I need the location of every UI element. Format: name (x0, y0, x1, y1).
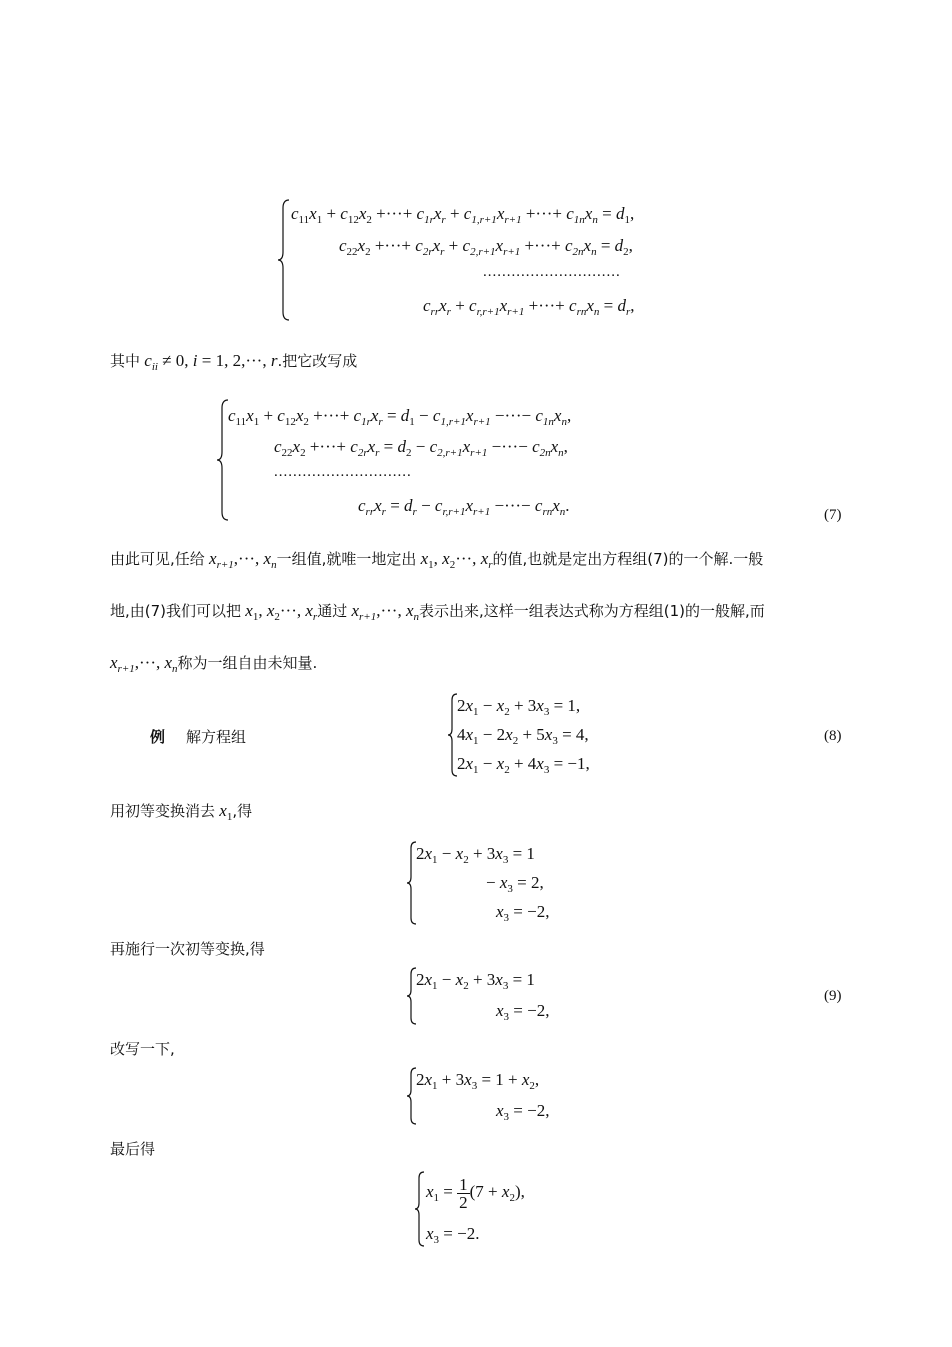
paragraph-line: 由此可见,任给 $x_{r+1},\cdot\cdot\cdot$, $x_n$一组值,就唯一地定出 $x_1$, $x_2\cdot\cdot\cdot$, $x_r$的值,也就是定出方程组(7)的一个解.一般 (110, 549, 764, 571)
equation-row: $c_{22}x_2$ +···+ $c_{2r}x_r + c_{2,r+1}x_{r+1}$ +···+ $c_{2n}x_n = d_2$, (339, 236, 633, 258)
equation-row: $2x_1 + 3x_3 = 1 + x_2$, (416, 1070, 540, 1092)
equation-row: $x_1$ = $\frac{1}{2}$ $(7 + x_2)$, (426, 1174, 525, 1212)
text-line: 用初等变换消去 $x_1$,得 (110, 801, 253, 823)
text-line: 改写一下, (110, 1040, 175, 1058)
equation-row: $2x_1 - x_2 + 4x_3 = -1$, (457, 754, 590, 776)
equation-system-9 (406, 966, 606, 1026)
equation-row: $2x_1 - x_2 + 3x_3 = 1$ (416, 844, 535, 866)
equation-row: $c_{11}x_1 + c_{12}x_2$ +···+ $c_{1r}x_r + c_{1,r+1}x_{r+1}$ +···+ $c_{1n}x_n = d_1$, (291, 204, 635, 226)
equation-number-8: (8) (824, 728, 842, 744)
ellipsis-row: ............................. (274, 464, 412, 480)
text-line: 其中 $c_{ii} \ne 0$, i = 1, 2,···, r.把它改写成 (110, 351, 358, 373)
paragraph-line: 地,由(7)我们可以把 $x_1$, $x_2\cdot\cdot\cdot$, $x_r$通过 $x_{r+1},\cdot\cdot\cdot$, $x_n$表示出来,这样一组表达式称为方程组(1)的一般解,而 (110, 601, 765, 623)
equation-system-final (414, 1170, 614, 1250)
equation-row: $c_{11}x_1 + c_{12}x_2$ +···+ $c_{1r}x_r = d_1 - c_{1,r+1}x_{r+1}$ −···− $c_{1n}x_n$, (228, 406, 572, 428)
equation-row: $x_3 = -2$. (426, 1224, 480, 1246)
equation-system-1 (277, 198, 697, 322)
equation-system-8 (447, 692, 647, 778)
example-text: 解方程组 (186, 728, 247, 746)
equation-row: $2x_1 - x_2 + 3x_3 = 1$ (416, 970, 535, 992)
ellipsis-row: ............................. (483, 264, 621, 280)
equation-row: $4x_1 - 2x_2 + 5x_3 = 4$, (457, 725, 589, 747)
equation-row: $x_3 = -2$, (496, 1101, 550, 1123)
equation-row: $2x_1 - x_2 + 3x_3 = 1$, (457, 696, 581, 718)
text-line: 最后得 (110, 1140, 156, 1158)
equation-number-7: (7) (824, 507, 842, 523)
equation-system-7 (216, 398, 636, 522)
equation-row: $c_{rr}x_r + c_{r,r+1}x_{r+1}$ +···+ $c_{rn}x_n = d_r$, (423, 296, 635, 318)
equation-system-step1 (406, 840, 606, 926)
left-brace (277, 198, 291, 322)
equation-system-rewrite (406, 1066, 606, 1126)
equation-row: $x_3 = -2$, (496, 1001, 550, 1023)
text-line: 再施行一次初等变换,得 (110, 940, 265, 958)
equation-number-9: (9) (824, 988, 842, 1004)
paragraph-line: $x_{r+1},\cdot\cdot\cdot$, $x_n$称为一组自由未知量. (110, 653, 318, 675)
left-brace (414, 1170, 426, 1248)
example-label: 例 (150, 728, 166, 746)
equation-row: $c_{rr}x_r = d_r - c_{r,r+1}x_{r+1}$ −···− $c_{rn}x_n$. (358, 496, 570, 518)
equation-row: − $x_3 = 2$, (486, 873, 544, 895)
equation-row: $c_{22}x_2$ +···+ $c_{2r}x_r = d_2 - c_{2,r+1}x_{r+1}$ −···− $c_{2n}x_n$, (274, 437, 568, 459)
equation-row: $x_3 = -2$, (496, 902, 550, 924)
